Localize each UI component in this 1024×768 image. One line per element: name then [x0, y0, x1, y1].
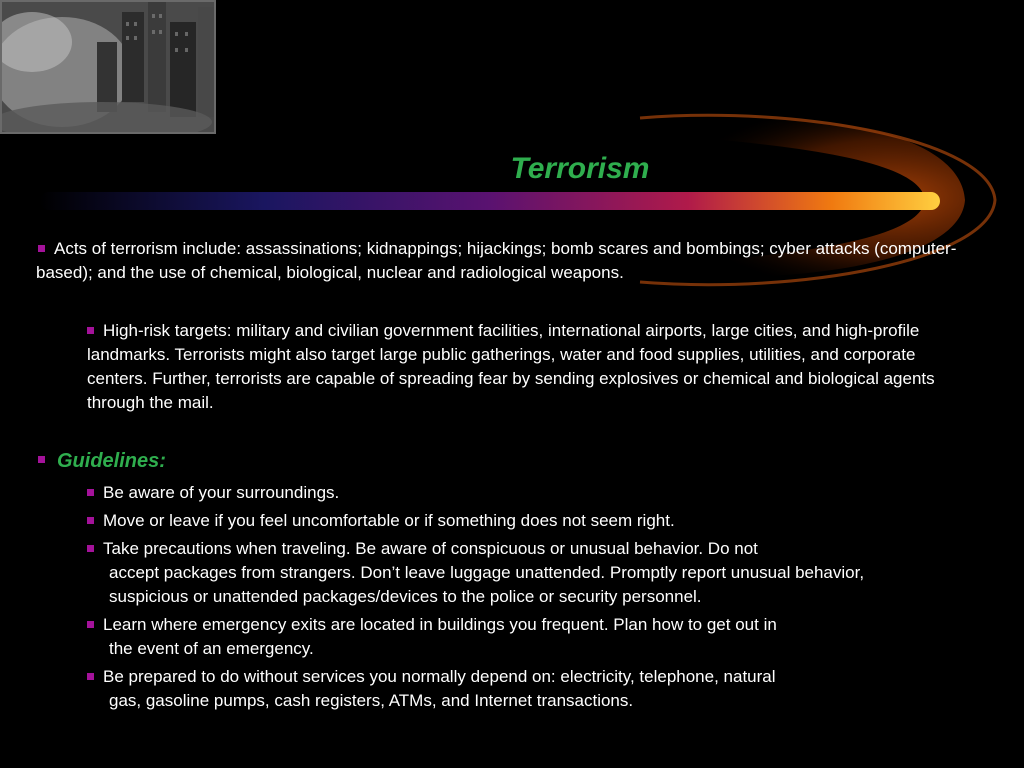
bullet-icon: [38, 245, 45, 252]
guidelines-heading: [36, 450, 166, 473]
bullet-icon: [87, 621, 94, 628]
intro-paragraph: [36, 237, 966, 285]
list-item: [87, 481, 937, 505]
guidelines-list: [87, 481, 937, 717]
bullet-icon: [87, 545, 94, 552]
intro-text: Acts of terrorism include: assassinations; kidnappings; hijackings; bomb scares and bombings; cyber attacks (computer-based); and the use of chemical, biological, nuclear and radiological weapons.: [36, 239, 957, 282]
guideline-text: Be aware of your surroundings.: [103, 483, 340, 502]
slide-title: Terrorism: [510, 152, 650, 185]
bullet-icon: [87, 489, 94, 496]
list-item: [87, 509, 937, 533]
guideline-continuation: gas, gasoline pumps, cash registers, ATMs, and Internet transactions.: [109, 691, 634, 710]
bullet-icon: [87, 517, 94, 524]
guideline-text: Take precautions when traveling. Be aware of conspicuous or unusual behavior. Do not: [103, 539, 758, 558]
guideline-continuation: the event of an emergency.: [109, 639, 314, 658]
guideline-text: Move or leave if you feel uncomfortable or if something does not seem right.: [103, 511, 675, 530]
list-item: [87, 537, 937, 609]
bullet-icon: [87, 673, 94, 680]
bullet-icon: [38, 456, 45, 463]
targets-paragraph: [87, 319, 967, 415]
targets-text: High-risk targets: military and civilian government facilities, international airports, large cities, and high-profile landmarks. Terrorists might also target large public gatherings, water and food supplies, utilities, and corporate centers. Further, terrorists are capable of spreading fear by sending explosives or chemical and biological agents through the mail.: [87, 321, 935, 412]
guidelines-heading-text: Guidelines:: [57, 450, 166, 472]
bullet-icon: [87, 327, 94, 334]
list-item: [87, 665, 937, 713]
guideline-text: Be prepared to do without services you normally depend on: electricity, telephone, natural: [103, 667, 776, 686]
guideline-text: Learn where emergency exits are located in buildings you frequent. Plan how to get out in: [103, 615, 777, 634]
list-item: [87, 613, 937, 661]
guideline-continuation: accept packages from strangers. Don’t leave luggage unattended. Promptly report unusual behavior, suspicious or unattended packages/devices to the police or security personnel.: [109, 563, 865, 606]
